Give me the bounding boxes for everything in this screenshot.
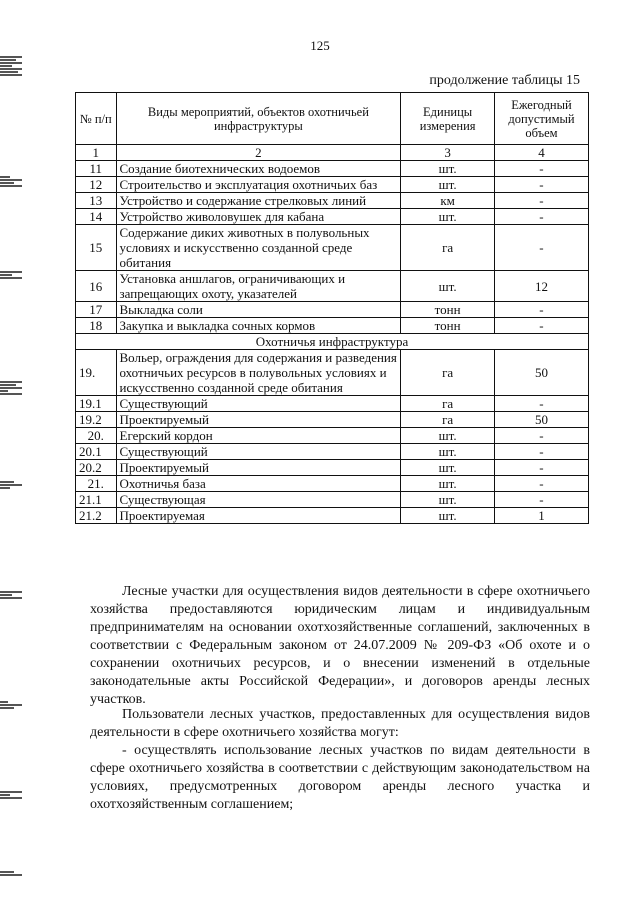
row-name: Устройство живоловушек для кабана bbox=[116, 209, 401, 225]
row-num: 11 bbox=[76, 161, 117, 177]
row-unit: шт. bbox=[401, 460, 495, 476]
table-row bbox=[76, 476, 589, 492]
table-row bbox=[76, 161, 589, 177]
row-unit: га bbox=[401, 225, 495, 271]
table-continuation-label: продолжение таблицы 15 bbox=[429, 73, 580, 88]
row-num: 20.1 bbox=[76, 444, 117, 460]
row-num: 14 bbox=[76, 209, 117, 225]
row-name: Проектируемая bbox=[116, 508, 401, 524]
col-number: 3 bbox=[401, 145, 495, 161]
header-name: Виды мероприятий, объектов охотничьей инфраструктуры bbox=[116, 93, 401, 145]
row-unit: шт. bbox=[401, 177, 495, 193]
row-volume: - bbox=[494, 193, 588, 209]
row-volume: - bbox=[494, 476, 588, 492]
table-header-row bbox=[76, 93, 589, 145]
row-unit: га bbox=[401, 412, 495, 428]
row-name: Егерский кордон bbox=[116, 428, 401, 444]
table-row bbox=[76, 225, 589, 271]
scan-artifact bbox=[0, 480, 22, 490]
row-num: 21.1 bbox=[76, 492, 117, 508]
row-num: 19.1 bbox=[76, 396, 117, 412]
row-volume: 12 bbox=[494, 271, 588, 302]
row-num: 16 bbox=[76, 271, 117, 302]
row-unit: шт. bbox=[401, 508, 495, 524]
table-row bbox=[76, 412, 589, 428]
row-num: 13 bbox=[76, 193, 117, 209]
row-unit: шт. bbox=[401, 161, 495, 177]
row-unit: га bbox=[401, 396, 495, 412]
table-row bbox=[76, 350, 589, 396]
row-name: Охотничья база bbox=[116, 476, 401, 492]
paragraph-users: Пользователи лесных участков, предоставленных для осуществления видов деятельности в сфере охотничьего хозяйства могут: bbox=[90, 707, 590, 740]
scan-artifact bbox=[0, 790, 22, 800]
column-number-row bbox=[76, 145, 589, 161]
table-row bbox=[76, 460, 589, 476]
row-unit: шт. bbox=[401, 444, 495, 460]
page-number: 125 bbox=[310, 38, 330, 53]
section-header-row bbox=[76, 334, 589, 350]
row-name: Строительство и эксплуатация охотничьих баз bbox=[116, 177, 401, 193]
scan-artifact bbox=[0, 380, 22, 396]
table-row bbox=[76, 193, 589, 209]
row-volume: - bbox=[494, 209, 588, 225]
table-row bbox=[76, 444, 589, 460]
col-number: 1 bbox=[76, 145, 117, 161]
scan-artifact bbox=[0, 270, 22, 280]
scan-artifact bbox=[0, 55, 22, 77]
row-volume: - bbox=[494, 444, 588, 460]
row-name: Существующий bbox=[116, 444, 401, 460]
row-name: Существующий bbox=[116, 396, 401, 412]
section-title: Охотничья инфраструктура bbox=[76, 334, 589, 350]
row-num: 12 bbox=[76, 177, 117, 193]
measures-table bbox=[75, 92, 589, 524]
row-name: Установка аншлагов, ограничивающих и запрещающих охоту, указателей bbox=[116, 271, 401, 302]
paragraph-rights-item: - осуществлять использование лесных участков по видам деятельности в сфере охотничьего хозяйства в соответствии с действующим законодательством на условиях, предусмотренных договором аренды лесного участка и охотхозяйственным соглашением; bbox=[90, 743, 590, 812]
row-num: 21. bbox=[76, 476, 117, 492]
row-name: Закупка и выкладка сочных кормов bbox=[116, 318, 401, 334]
row-unit: шт. bbox=[401, 271, 495, 302]
row-volume: 1 bbox=[494, 508, 588, 524]
row-name: Существующая bbox=[116, 492, 401, 508]
row-volume: - bbox=[494, 492, 588, 508]
row-unit: тонн bbox=[401, 318, 495, 334]
row-volume: - bbox=[494, 318, 588, 334]
col-number: 4 bbox=[494, 145, 588, 161]
scan-artifact bbox=[0, 590, 22, 600]
paragraph-land-plots: Лесные участки для осуществления видов деятельности в сфере охотничьего хозяйства предоставляются юридическим лицам и индивидуальным предпринимателям на основании охотхозяйственные соглашений, заключенных в соответствии с Федеральным законом от 24.07.2009 № 209-ФЗ «Об охоте и о сохранении охотничьих ресурсов, и о внесении изменений в отдельные законодательные акты Российской Федерации», и договоров аренды лесных участков. bbox=[90, 584, 590, 707]
row-name: Содержание диких животных в полувольных условиях и искусственно созданной среде обитания bbox=[116, 225, 401, 271]
row-num: 18 bbox=[76, 318, 117, 334]
table-row bbox=[76, 271, 589, 302]
table-row bbox=[76, 508, 589, 524]
row-volume: - bbox=[494, 396, 588, 412]
table-row bbox=[76, 318, 589, 334]
row-volume: - bbox=[494, 428, 588, 444]
row-unit: шт. bbox=[401, 209, 495, 225]
row-num: 20. bbox=[76, 428, 117, 444]
row-num: 17 bbox=[76, 302, 117, 318]
row-num: 19. bbox=[76, 350, 117, 396]
row-name: Выкладка соли bbox=[116, 302, 401, 318]
row-volume: - bbox=[494, 302, 588, 318]
row-name: Проектируемый bbox=[116, 460, 401, 476]
row-unit: га bbox=[401, 350, 495, 396]
row-name: Проектируемый bbox=[116, 412, 401, 428]
header-unit: Единицы измерения bbox=[401, 93, 495, 145]
table-row bbox=[76, 177, 589, 193]
scan-artifact bbox=[0, 870, 22, 877]
table-row bbox=[76, 396, 589, 412]
row-unit: тонн bbox=[401, 302, 495, 318]
row-name: Устройство и содержание стрелковых линий bbox=[116, 193, 401, 209]
row-volume: - bbox=[494, 161, 588, 177]
row-volume: 50 bbox=[494, 412, 588, 428]
row-volume: - bbox=[494, 177, 588, 193]
row-unit: км bbox=[401, 193, 495, 209]
scan-artifact bbox=[0, 700, 22, 710]
table-row bbox=[76, 492, 589, 508]
row-unit: шт. bbox=[401, 428, 495, 444]
row-name: Создание биотехнических водоемов bbox=[116, 161, 401, 177]
header-volume: Ежегодный допустимый объем bbox=[494, 93, 588, 145]
row-num: 21.2 bbox=[76, 508, 117, 524]
row-num: 19.2 bbox=[76, 412, 117, 428]
table-row bbox=[76, 428, 589, 444]
row-unit: шт. bbox=[401, 476, 495, 492]
row-unit: шт. bbox=[401, 492, 495, 508]
header-num: № п/п bbox=[76, 93, 117, 145]
col-number: 2 bbox=[116, 145, 401, 161]
row-num: 20.2 bbox=[76, 460, 117, 476]
scan-artifact bbox=[0, 175, 22, 188]
table-row bbox=[76, 209, 589, 225]
row-volume: 50 bbox=[494, 350, 588, 396]
row-volume: - bbox=[494, 460, 588, 476]
table-row bbox=[76, 302, 589, 318]
row-num: 15 bbox=[76, 225, 117, 271]
row-name: Вольер, ограждения для содержания и разведения охотничьих ресурсов в полувольных условиях и искусственно созданной среде обитания bbox=[116, 350, 401, 396]
row-volume: - bbox=[494, 225, 588, 271]
